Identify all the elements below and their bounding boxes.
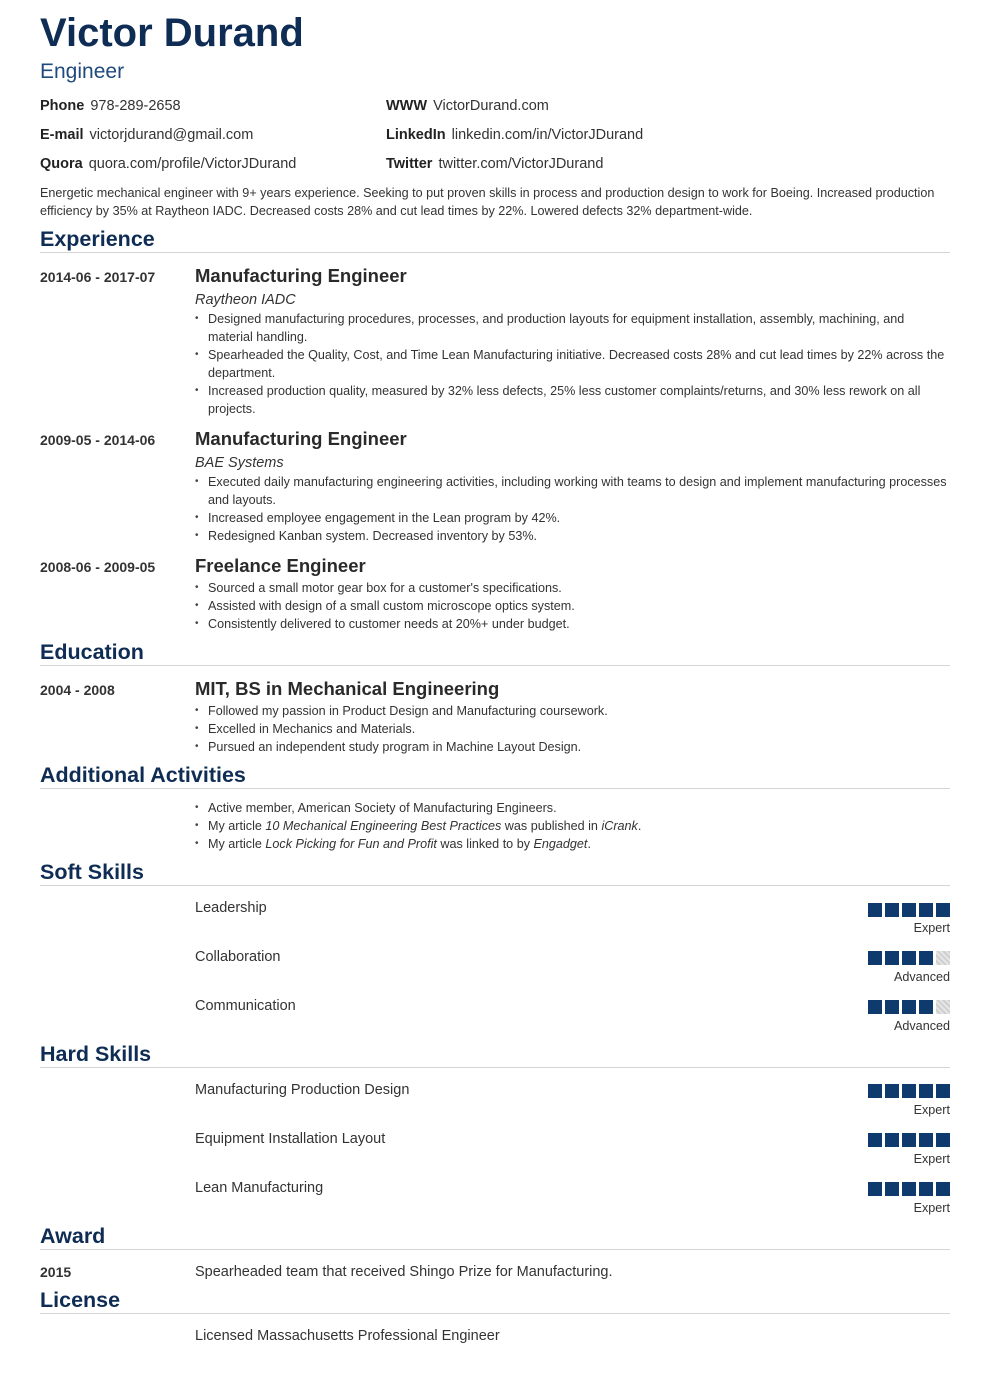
bullet-dot-icon: • [195,838,199,849]
job-bullets [195,473,950,545]
activities-bullets [195,799,950,853]
list-item: • Consistently delivered to customer needs at 20%+ under budget. [195,617,570,631]
section-divider [40,1313,950,1314]
bullet-dot-icon: • [195,600,199,611]
list-item: • Active member, American Society of Manufacturing Engineers. [195,801,557,815]
skill-rating [868,951,950,965]
skill-name: Manufacturing Production Design [195,1082,410,1098]
list-item: • Pursued an independent study program in Machine Layout Design. [195,740,582,754]
list-item: • My article Lock Picking for Fun and Profit was linked to by Engadget. [195,837,591,851]
rating-square-filled-icon [885,1000,899,1014]
bullet-dot-icon: • [195,530,199,541]
rating-square-filled-icon [868,1084,882,1098]
rating-square-filled-icon [885,1182,899,1196]
list-item: • Assisted with design of a small custom microscope optics system. [195,599,575,613]
contact-value[interactable]: VictorDurand.com [433,98,549,114]
rating-square-filled-icon [936,1182,950,1196]
skill-level: Expert [913,1152,950,1166]
contact-label: E-mail [40,127,84,143]
rating-square-filled-icon [902,951,916,965]
contact-label: Phone [40,98,85,114]
job-company: BAE Systems [195,455,284,471]
bullet-dot-icon: • [195,705,199,716]
contact-twitter [386,155,603,173]
job-bullets [195,310,950,418]
section-heading-soft-skills: Soft Skills [40,860,144,884]
rating-square-filled-icon [919,1000,933,1014]
list-item: • Redesigned Kanban system. Decreased inventory by 53%. [195,529,538,543]
skill-rating [868,1133,950,1147]
section-heading-education: Education [40,640,144,664]
contact-quora [40,155,296,173]
profile-summary: Energetic mechanical engineer with 9+ years experience. Seeking to put proven skills in process and production design to work for Boeing. Increased production efficiency by 35% at Raytheon IADC. Decreased costs 28% and cut lead times by 22%. Lowered defects 32% department-wide. [40,186,935,218]
rating-square-empty-icon [936,951,950,965]
rating-square-filled-icon [885,903,899,917]
skill-level: Advanced [893,970,950,984]
bullet-dot-icon: • [195,512,199,523]
section-heading-experience: Experience [40,227,155,251]
list-item: • Spearheaded the Quality, Cost, and Time Lean Manufacturing initiative. Decreased costs 28% and cut lead times by 22% across the department. [195,348,945,380]
award-year: 2015 [40,1264,72,1280]
contact-value[interactable]: linkedin.com/in/VictorJDurand [451,127,644,143]
list-item: • Increased employee engagement in the Lean program by 42%. [195,511,561,525]
skill-name: Leadership [195,900,267,916]
rating-square-filled-icon [902,1084,916,1098]
rating-square-filled-icon [902,1133,916,1147]
candidate-name: Victor Durand [40,11,304,55]
job-title-entry: Freelance Engineer [195,555,366,576]
rating-square-filled-icon [936,903,950,917]
section-heading-license: License [40,1288,121,1312]
section-divider [40,252,950,253]
rating-square-filled-icon [936,1133,950,1147]
education-bullets [195,702,950,756]
education-dates: 2004 - 2008 [40,682,115,698]
bullet-dot-icon: • [195,618,199,629]
bullet-dot-icon: • [195,741,199,752]
rating-square-filled-icon [902,1000,916,1014]
section-heading-activities: Additional Activities [40,763,246,787]
rating-square-filled-icon [868,1182,882,1196]
rating-square-empty-icon [936,1000,950,1014]
education-title: MIT, BS in Mechanical Engineering [195,678,500,699]
rating-square-filled-icon [919,1084,933,1098]
bullet-dot-icon: • [195,802,199,813]
contact-www [386,97,549,115]
skill-rating [868,1182,950,1196]
list-item: • My article 10 Mechanical Engineering Best Practices was published in iCrank. [195,819,642,833]
job-dates: 2014-06 - 2017-07 [40,269,156,285]
job-dates: 2009-05 - 2014-06 [40,432,156,448]
skill-rating [868,1000,950,1014]
bullet-dot-icon: • [195,820,199,831]
award-text: Spearheaded team that received Shingo Prize for Manufacturing. [195,1264,613,1280]
section-divider [40,1249,950,1250]
contact-label: WWW [386,98,428,114]
list-item: • Increased production quality, measured by 32% less defects, 25% less customer complaints/returns, and 30% less rework on all projects. [195,384,921,416]
license-text: Licensed Massachusetts Professional Engineer [195,1328,500,1344]
bullet-dot-icon: • [195,313,199,324]
rating-square-filled-icon [902,1182,916,1196]
skill-level: Expert [913,1201,950,1215]
skill-name: Lean Manufacturing [195,1180,324,1196]
skill-rating [868,1084,950,1098]
skill-level: Expert [913,921,950,935]
rating-square-filled-icon [919,1182,933,1196]
contact-label: Quora [40,156,83,172]
job-title-entry: Manufacturing Engineer [195,428,407,449]
job-title: Engineer [40,60,125,83]
contact-linkedin [386,126,643,144]
skill-level: Expert [913,1103,950,1117]
bullet-dot-icon: • [195,349,199,360]
contact-value[interactable]: twitter.com/VictorJDurand [438,156,604,172]
rating-square-filled-icon [868,951,882,965]
rating-square-filled-icon [868,903,882,917]
bullet-dot-icon: • [195,723,199,734]
rating-square-filled-icon [868,1133,882,1147]
section-heading-award: Award [40,1224,106,1248]
contact-value[interactable]: quora.com/profile/VictorJDurand [88,156,297,172]
rating-square-filled-icon [919,903,933,917]
contact-label: LinkedIn [386,127,446,143]
skill-rating [868,903,950,917]
contact-value: 978-289-2658 [90,98,181,114]
section-divider [40,1067,950,1068]
rating-square-filled-icon [919,1133,933,1147]
section-heading-hard-skills: Hard Skills [40,1042,152,1066]
rating-square-filled-icon [919,951,933,965]
section-divider [40,665,950,666]
list-item: • Sourced a small motor gear box for a customer's specifications. [195,581,562,595]
job-dates: 2008-06 - 2009-05 [40,559,156,575]
list-item: • Followed my passion in Product Design and Manufacturing coursework. [195,704,608,718]
bullet-dot-icon: • [195,476,199,487]
skill-name: Collaboration [195,949,281,965]
list-item: • Designed manufacturing procedures, processes, and production layouts for equipment installation, assembly, machining, and material handling. [195,312,905,344]
bullet-dot-icon: • [195,385,199,396]
contact-value[interactable]: victorjdurand@gmail.com [89,127,254,143]
job-title-entry: Manufacturing Engineer [195,265,407,286]
section-divider [40,885,950,886]
rating-square-filled-icon [868,1000,882,1014]
rating-square-filled-icon [885,951,899,965]
section-divider [40,788,950,789]
job-company: Raytheon IADC [195,292,296,308]
rating-square-filled-icon [936,1084,950,1098]
contact-phone [40,97,181,115]
list-item: • Excelled in Mechanics and Materials. [195,722,416,736]
job-bullets [195,579,950,633]
contact-email [40,126,253,144]
bullet-dot-icon: • [195,582,199,593]
rating-square-filled-icon [885,1133,899,1147]
rating-square-filled-icon [902,903,916,917]
skill-level: Advanced [893,1019,950,1033]
list-item: • Executed daily manufacturing engineering activities, including working with teams to design and implement manufacturing processes and layouts. [195,475,947,507]
skill-name: Communication [195,998,296,1014]
skill-name: Equipment Installation Layout [195,1131,386,1147]
rating-square-filled-icon [885,1084,899,1098]
contact-label: Twitter [386,156,433,172]
